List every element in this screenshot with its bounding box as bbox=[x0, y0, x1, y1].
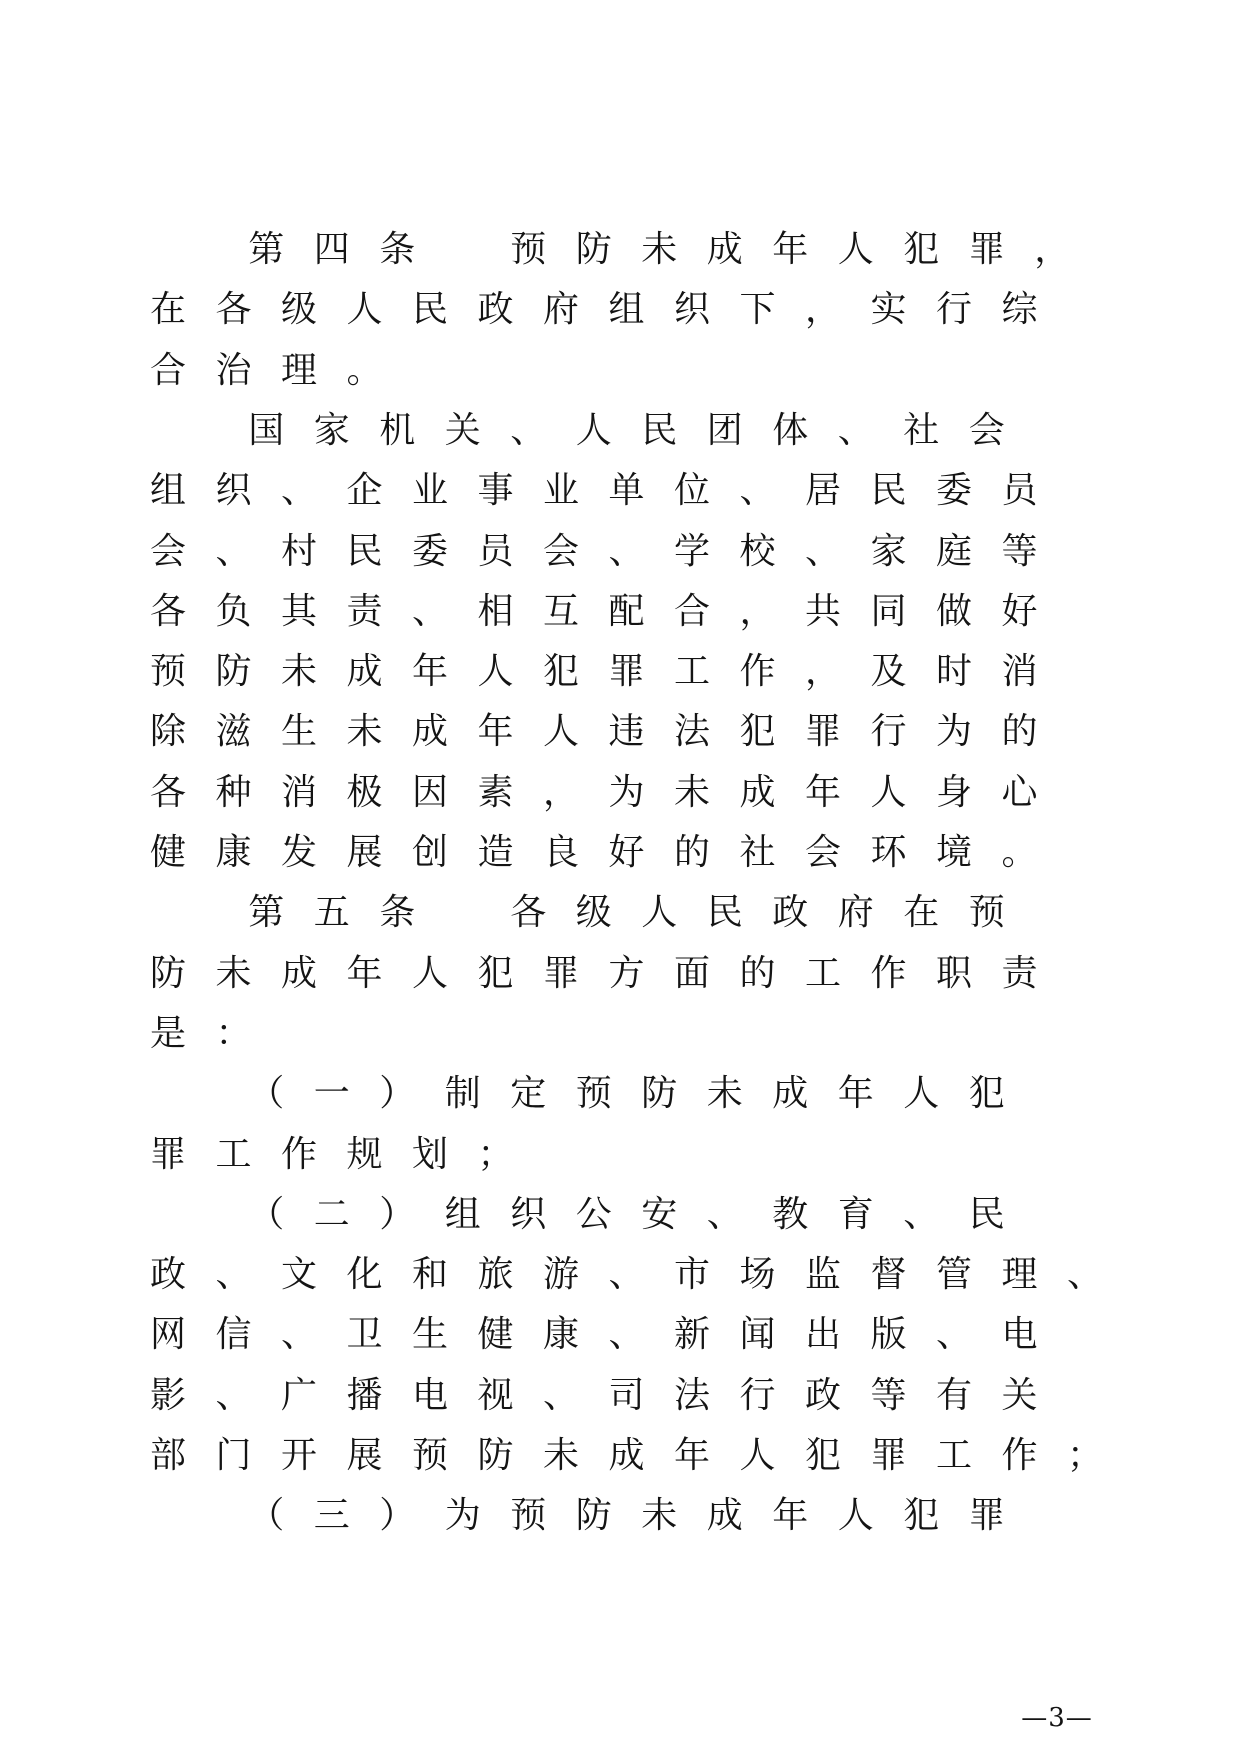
text-line: 各 负 其 责 、 相 互 配 合 ， 共 同 做 好 bbox=[149, 590, 1038, 632]
text-line: 第 五 条 各 级 人 民 政 府 在 预 bbox=[248, 892, 1005, 934]
text-line: （ 三 ） 为 预 防 未 成 年 人 犯 罪 bbox=[248, 1495, 1005, 1537]
text-line: 第 四 条 预 防 未 成 年 人 犯 罪 ， bbox=[248, 229, 1071, 270]
text-line: （ 一 ） 制 定 预 防 未 成 年 人 犯 bbox=[248, 1073, 1005, 1115]
text-line: 会 、 村 民 委 员 会 、 学 校 、 家 庭 等 bbox=[149, 530, 1038, 572]
text-line: 除 滋 生 未 成 年 人 违 法 犯 罪 行 为 的 bbox=[149, 711, 1038, 753]
text-line: 健 康 发 展 创 造 良 好 的 社 会 环 境 。 bbox=[149, 832, 1038, 873]
text-line: 是 ： bbox=[149, 1012, 252, 1054]
text-line: 影 、 广 播 电 视 、 司 法 行 政 等 有 关 bbox=[149, 1374, 1038, 1416]
text-line: 在 各 级 人 民 政 府 组 织 下 ， 实 行 综 bbox=[149, 289, 1038, 331]
text-line: 网 信 、 卫 生 健 康 、 新 闻 出 版 、 电 bbox=[149, 1314, 1038, 1356]
text-line: 罪 工 作 规 划 ； bbox=[149, 1133, 514, 1175]
text-line: 合 治 理 。 bbox=[149, 349, 383, 391]
text-line: 国 家 机 关 、 人 民 团 体 、 社 会 bbox=[248, 409, 1005, 451]
page-number: —3— bbox=[1021, 1703, 1093, 1733]
text-line: 部 门 开 展 预 防 未 成 年 人 犯 罪 工 作 ； bbox=[149, 1435, 1103, 1476]
text-line: （ 二 ） 组 织 公 安 、 教 育 、 民 bbox=[248, 1193, 1005, 1235]
text-line: 政 、 文 化 和 旅 游 、 市 场 监 督 管 理 、 bbox=[149, 1254, 1103, 1296]
text-line: 预 防 未 成 年 人 犯 罪 工 作 ， 及 时 消 bbox=[149, 651, 1038, 693]
text-line: 各 种 消 极 因 素 ， 为 未 成 年 人 身 心 bbox=[149, 771, 1038, 813]
text-line: 防 未 成 年 人 犯 罪 方 面 的 工 作 职 责 bbox=[149, 952, 1038, 994]
text-line: 组 织 、 企 业 事 业 单 位 、 居 民 委 员 bbox=[149, 470, 1038, 512]
